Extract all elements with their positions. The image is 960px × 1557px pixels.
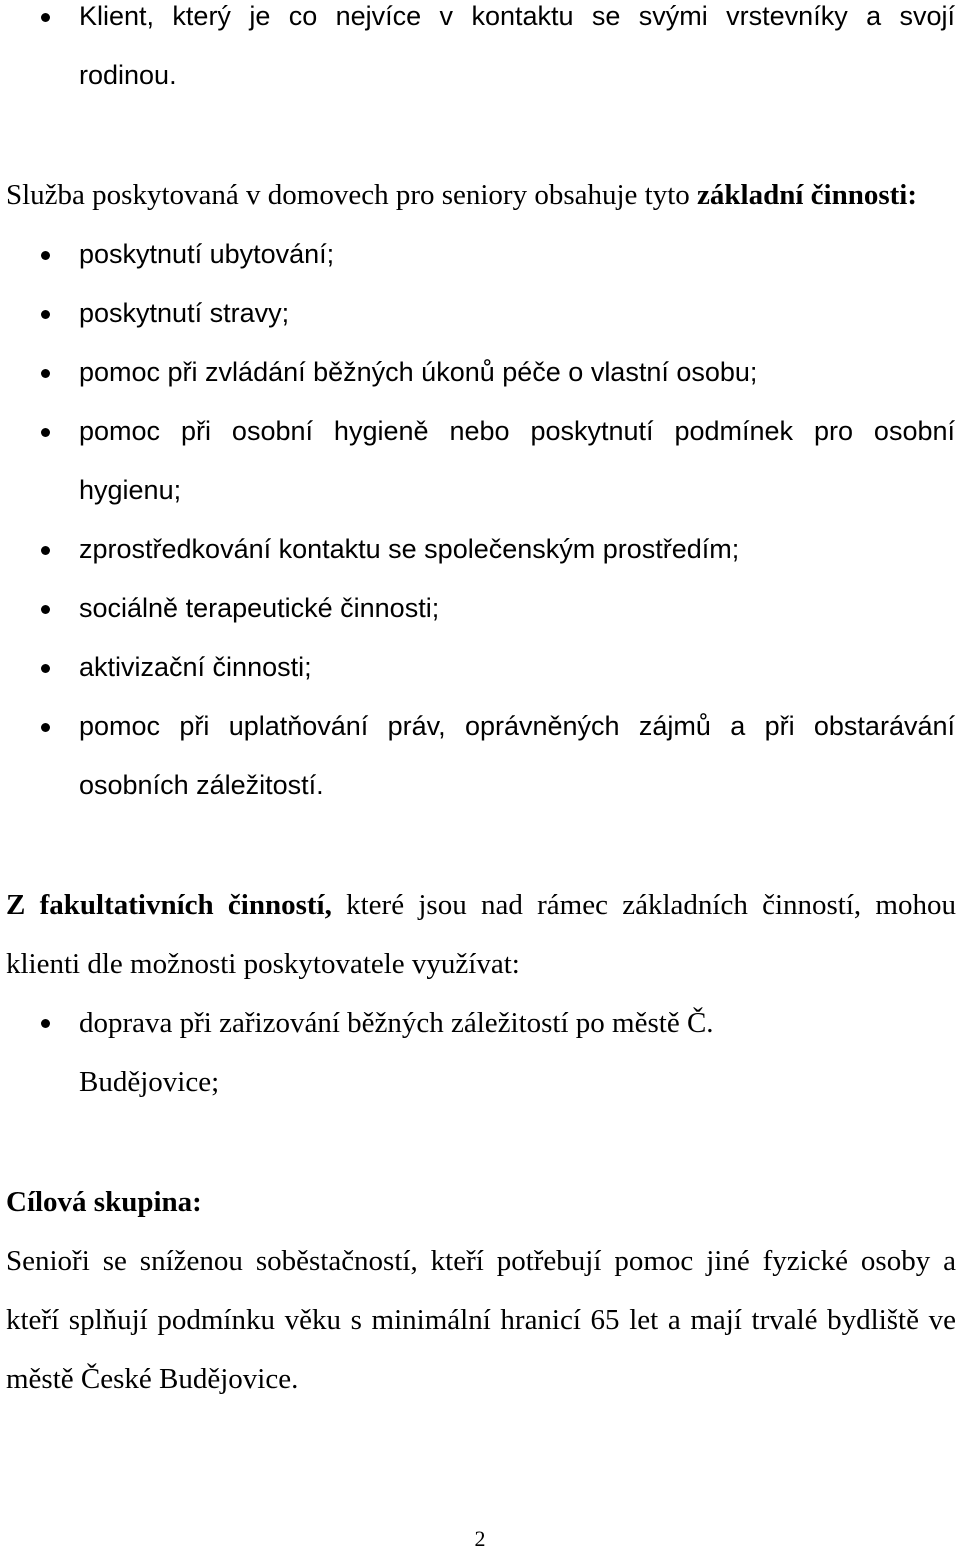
list-item (0, 343, 955, 402)
list-item (0, 225, 955, 284)
bullet-icon (41, 1019, 50, 1028)
optional-activities-text: které jsou nad rámec základních činností, mohou klienti dle možnosti poskytovatele využívat: (6, 889, 956, 980)
bullet-icon (41, 546, 50, 555)
target-group-text: Senioři se sníženou soběstačností, kteří potřebují pomoc jiné fyzické osoby a kteří splňují podmínku věku s minimální hranicí 65 let a mají trvalé bydliště ve městě České Budějovice. (6, 1245, 956, 1395)
optional-activities-list (0, 994, 960, 1112)
bullet-icon (41, 251, 50, 260)
list-item-text-line2: rodinou. (79, 60, 177, 90)
basic-activities-intro (0, 166, 956, 225)
list-item-text: pomoc při zvládání běžných úkonů péče o vlastní osobu; (79, 357, 758, 387)
list-item-text: aktivizační činnosti; (79, 652, 312, 682)
list-item-text: zprostředkování kontaktu se společenským prostředím; (79, 534, 740, 564)
bullet-icon (41, 428, 50, 437)
bullet-icon (41, 723, 50, 732)
basic-activities-bold-2: činnosti: (810, 179, 918, 211)
list-item-text: sociálně terapeutické činnosti; (79, 593, 440, 623)
basic-activities-list (0, 225, 960, 815)
basic-activities-bold-1: základní (697, 179, 804, 211)
list-item (0, 284, 955, 343)
list-item-text: doprava při zařizování běžných záležitostí po městě Č. Budějovice; (79, 1007, 714, 1098)
target-group-heading-text: Cílová skupina: (6, 1186, 202, 1218)
bullet-icon (41, 369, 50, 378)
bullet-icon (41, 13, 50, 22)
list-item-text-line1: Klient, který je co nejvíce v kontaktu se svými vrstevníky a svojí (79, 1, 955, 31)
list-item (0, 0, 955, 105)
list-item-text: poskytnutí stravy; (79, 298, 290, 328)
bullet-icon (41, 310, 50, 319)
optional-activities-bold-lead: Z fakultativních činností, (6, 889, 332, 921)
list-item (0, 994, 779, 1112)
list-item (0, 697, 955, 815)
list-item (0, 402, 955, 520)
list-item (0, 638, 955, 697)
bullet-icon (41, 605, 50, 614)
page-number: 2 (474, 1526, 486, 1551)
list-item-text: pomoc při osobní hygieně nebo poskytnutí podmínek pro osobní hygienu; (79, 416, 955, 505)
list-item (0, 579, 955, 638)
target-group-heading (0, 1173, 956, 1232)
intro-bullet-list (0, 0, 960, 105)
bullet-icon (41, 664, 50, 673)
list-item-text: poskytnutí ubytování; (79, 239, 335, 269)
optional-activities-paragraph (0, 876, 956, 994)
basic-activities-intro-text: Služba poskytovaná v domovech pro seniory obsahuje tyto (6, 179, 698, 211)
list-item (0, 520, 955, 579)
list-item-text: pomoc při uplatňování práv, oprávněných zájmů a při obstarávání osobních záležitostí. (79, 711, 955, 800)
